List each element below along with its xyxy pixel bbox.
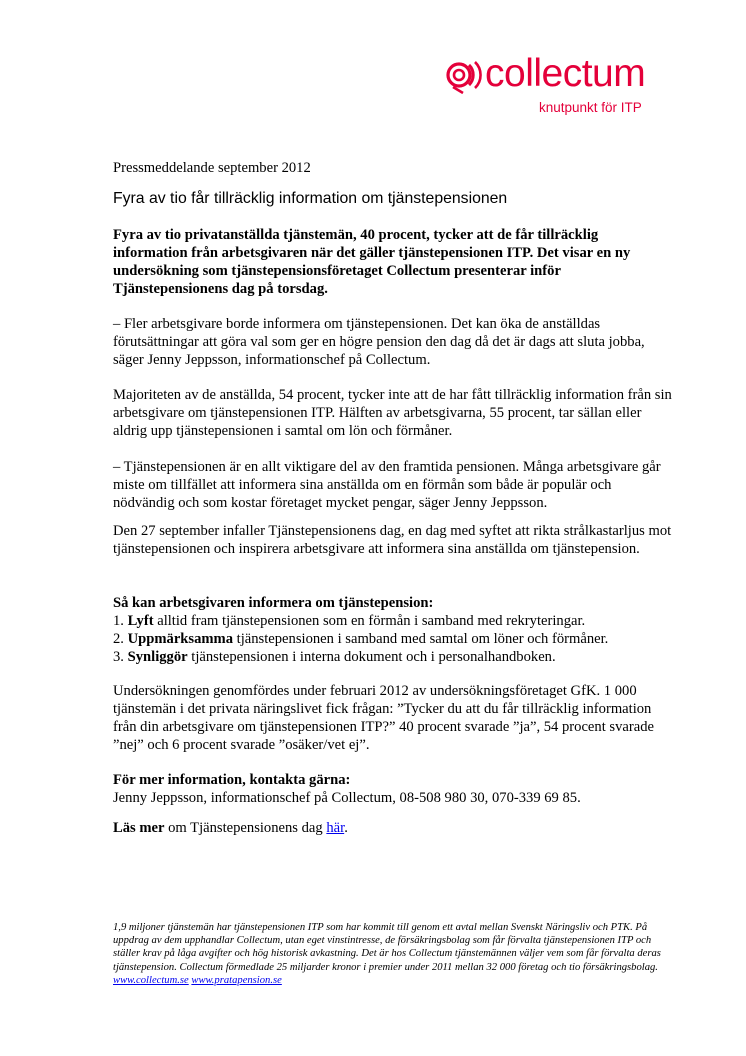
list-number: 3.	[113, 648, 124, 665]
list-bold: Uppmärksamma	[127, 630, 234, 647]
list-text: alltid fram tjänstepensionen som en förmån i samband med rekryteringar.	[153, 612, 586, 629]
survey-paragraph	[113, 683, 673, 755]
page-title: Fyra av tio får tillräcklig information om tjänstepensionen	[113, 190, 508, 207]
logo-tagline: knutpunkt för ITP	[539, 100, 642, 115]
list-number: 2.	[113, 630, 124, 647]
footer-text: 1,9 miljoner tjänstemän har tjänstepensionen ITP som har kommit till genom ett avtal mellan Svenskt Näringsliv och PTK. På uppdrag av dem upphandlar Collectum, utan eget vinstintresse, de försäkringsbolag som får förvalta tjänstepensionen ITP och ställer krav på låga avgifter och hög historisk avkastning. Det är hos Collectum tjänstemännen väljer vem som får förvalta deras tjänstepension. Collectum förmedlade 25 miljarder kronor i premier under 2011 mellan 32 000 företag och tio försäkringsbolag.	[113, 922, 661, 973]
paragraph-quote-2	[113, 459, 673, 513]
howto-section	[113, 595, 673, 667]
paragraph-pension-day	[113, 523, 673, 559]
paragraph-text: Den 27 september infaller Tjänstepensionens dag, en dag med syftet att rikta strålkastarljus mot tjänstepensionen och inspirera arbetsgivare att informera sina anställda om tjänstepension.	[113, 523, 672, 557]
collectum-logo	[445, 52, 685, 122]
read-more	[113, 820, 673, 838]
read-more-link[interactable]: här	[326, 820, 345, 836]
read-more-bold: Läs mer	[113, 820, 165, 836]
paragraph-quote-1	[113, 316, 673, 370]
list-number: 1.	[113, 612, 124, 629]
contact-heading: För mer information, kontakta gärna:	[113, 772, 351, 788]
list-item	[113, 649, 673, 667]
howto-heading: Så kan arbetsgivaren informera om tjänstepension:	[113, 595, 434, 611]
paragraph-text: – Tjänstepensionen är en allt viktigare del av den framtida pensionen. Många arbetsgivare går miste om tillfället att informera sina anställda om en förmån som både är populär och nödvändig och som kostar företaget mycket pengar, säger Jenny Jeppsson.	[113, 459, 661, 511]
list-item	[113, 631, 673, 649]
collectum-logo-icon	[445, 60, 487, 94]
contact-line: Jenny Jeppsson, informationschef på Collectum, 08-508 980 30, 070-339 69 85.	[113, 789, 581, 806]
list-bold: Synliggör	[127, 648, 188, 665]
lead-paragraph	[113, 227, 673, 299]
paragraph-text: – Fler arbetsgivare borde informera om tjänstepensionen. Det kan öka de anställdas förutsättningar att göra val som ger en högre pension den dag då det är dags att sluta jobba, säger Jenny Jeppsson, informationschef på Collectum.	[113, 316, 645, 368]
contact-section	[113, 772, 673, 808]
dateline: Pressmeddelande september 2012	[113, 160, 311, 176]
list-item	[113, 613, 673, 631]
footer-note	[113, 921, 663, 987]
read-more-text: om Tjänstepensionens dag	[164, 820, 327, 836]
paragraph-majority	[113, 387, 673, 441]
read-more-end: .	[344, 820, 348, 836]
list-text: tjänstepensionen i samband med samtal om löner och förmåner.	[233, 630, 609, 647]
pratapension-link[interactable]: www.pratapension.se	[191, 974, 282, 986]
paragraph-text: Majoriteten av de anställda, 54 procent, tycker inte att de har fått tillräcklig information från sin arbetsgivare om tjänstepensionen ITP. Hälften av arbetsgivarna, 55 procent, tar sällan eller aldrig upp tjänstepensionen i samtal om lön och förmåner.	[113, 387, 672, 439]
lead-text: Fyra av tio privatanställda tjänstemän, 40 procent, tycker att de får tillräcklig information från arbetsgivaren när det gäller tjänstepensionen ITP. Det visar en ny undersökning som tjänstepensionsföretaget Collectum presenterar inför Tjänstepensionens dag på torsdag.	[113, 227, 631, 297]
list-bold: Lyft	[127, 612, 154, 629]
list-text: tjänstepensionen i interna dokument och i personalhandboken.	[187, 648, 556, 665]
collectum-link[interactable]: www.collectum.se	[113, 974, 189, 986]
paragraph-text: Undersökningen genomfördes under februari 2012 av undersökningsföretaget GfK. 1 000 tjänstemän i det privata näringslivet fick frågan: ”Tycker du att du får tillräcklig information från din arbetsgivare om tjänstepensionen ITP?” 40 procent svarade ”ja”, 54 procent svarade ”nej” och 6 procent svarade ”osäker/vet ej”.	[113, 683, 654, 753]
logo-wordmark: collectum	[485, 52, 646, 95]
